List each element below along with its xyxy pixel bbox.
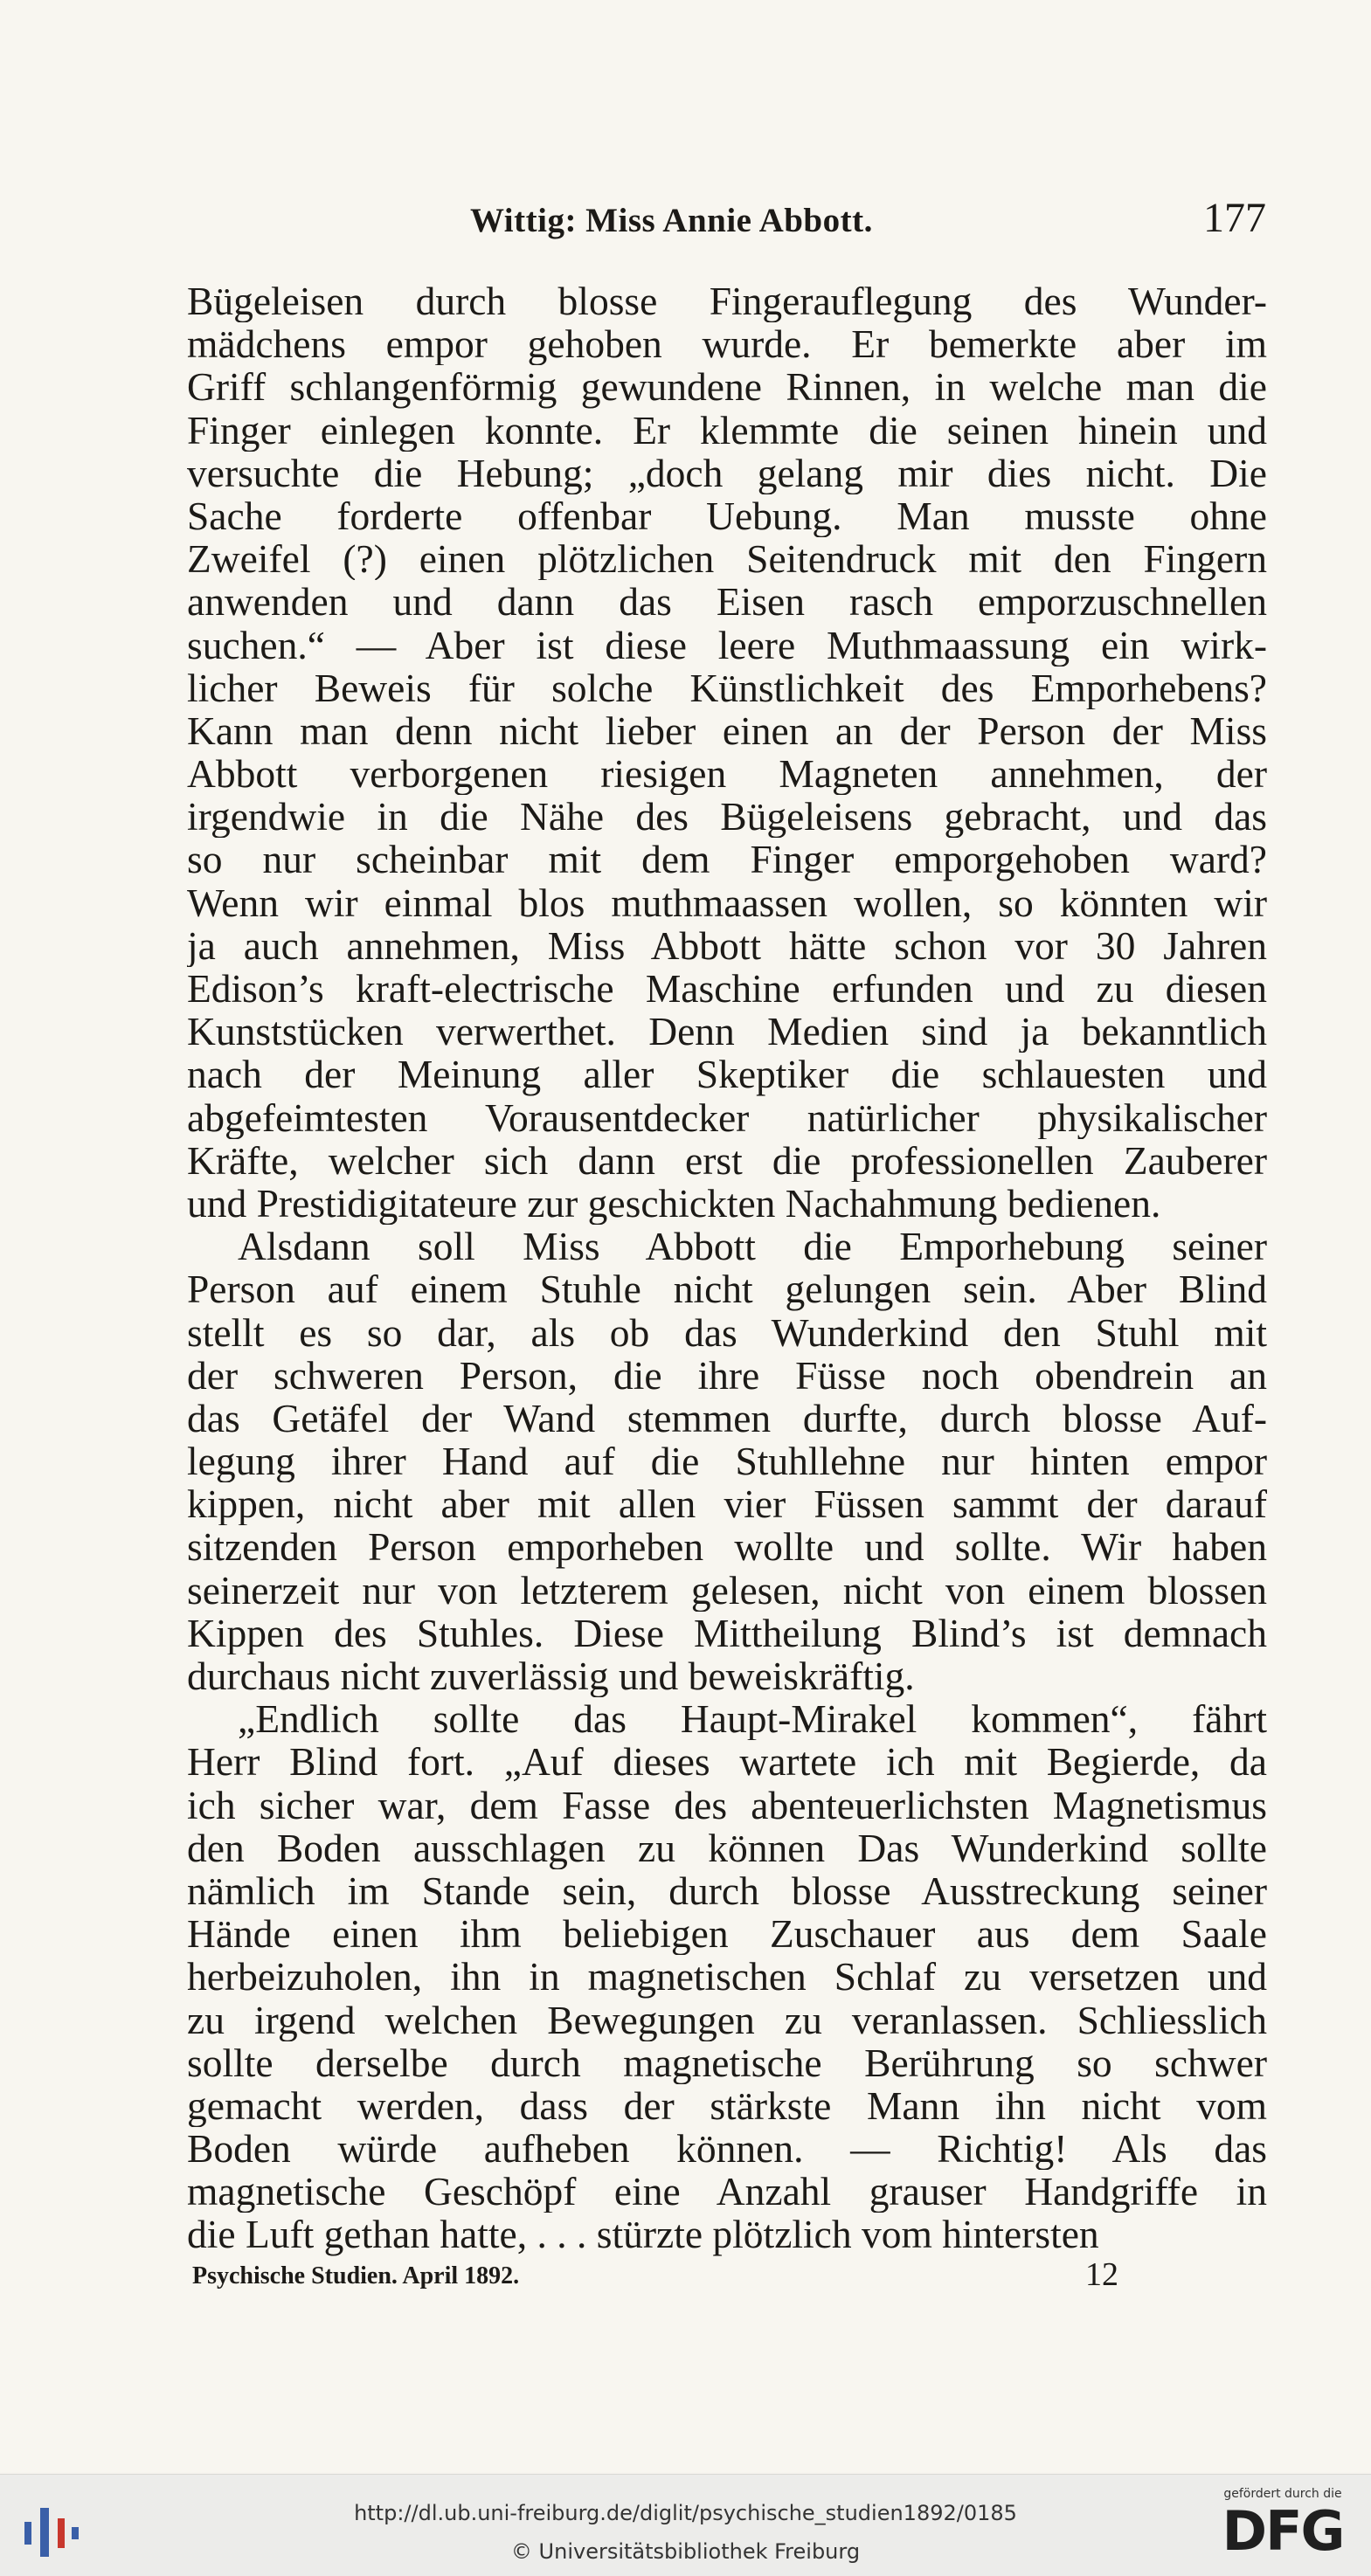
text-line: anwenden und dann das Eisen rasch emporzuschnellen (187, 580, 1267, 624)
text-line: sitzenden Person emporheben wollte und sollte. Wir haben (187, 1525, 1267, 1569)
text-line: abgefeimtesten Vorausentdecker natürlicher physikalischer (187, 1095, 1267, 1139)
text-line: Herr Blind fort. „Auf dieses wartete ich mit Begierde, da (187, 1740, 1267, 1784)
text-line: kippen, nicht aber mit allen vier Füssen sammt der darauf (187, 1482, 1267, 1526)
text-line: das Getäfel der Wand stemmen durfte, durch blosse Auf- (187, 1396, 1267, 1440)
text-line: Kippen des Stuhles. Diese Mittheilung Blind’s ist demnach (187, 1611, 1267, 1654)
text-line: gemacht werden, dass der stärkste Mann ihn nicht vom (187, 2083, 1267, 2128)
text-line: so nur scheinbar mit dem Finger emporgehoben ward? (187, 838, 1267, 881)
text-line: Kann man denn nicht lieber einen an der Person der Miss (187, 708, 1267, 753)
text-line: nämlich im Stande sein, durch blosse Ausstreckung seiner (187, 1868, 1267, 1913)
text-line: Kunststücken verwerthet. Denn Medien sind ja bekanntlich (187, 1010, 1267, 1053)
text-line: seinerzeit nur von letzterem gelesen, nicht von einem blossen (187, 1568, 1267, 1612)
dfg-caption: gefördert durch die (1223, 2487, 1342, 2501)
text-line: Hände einen ihm beliebigen Zuschauer aus dem Saale (187, 1912, 1267, 1956)
dfg-logo-icon[interactable] (1208, 2483, 1357, 2571)
text-line: magnetische Geschöpf eine Anzahl grauser Handgriffe in (187, 2170, 1267, 2213)
page-number: 177 (1203, 195, 1266, 241)
text-line: durchaus nicht zuverlässig und beweiskräftig. (187, 1654, 915, 1698)
text-line: ich sicher war, dem Fasse des abenteuerlichsten Magnetismus (187, 1783, 1267, 1827)
text-line: stellt es so dar, als ob das Wunderkind den Stuhl mit (187, 1310, 1267, 1354)
text-line: Kräfte, welcher sich dann erst die professionellen Zauberer (187, 1138, 1267, 1182)
copyright-notice: © Universitätsbibliothek Freiburg (510, 2539, 861, 2564)
text-line: Abbott verborgenen riesigen Magneten annehmen, der (187, 752, 1267, 796)
text-line: Bügeleisen durch blosse Fingerauflegung des Wunder- (187, 280, 1267, 323)
text-line: Zweifel (?) einen plötzlichen Seitendruck mit den Fingern (187, 537, 1267, 581)
text-line: zu irgend welchen Bewegungen zu veranlassen. Schliesslich (187, 1998, 1267, 2041)
text-line: legung ihrer Hand auf die Stuhllehne nur hinten empor (187, 1440, 1267, 1483)
journal-footer: Psychische Studien. April 1892. (192, 2262, 520, 2289)
sheet-signature: 12 (1085, 2256, 1118, 2293)
text-line: herbeizuholen, ihn in magnetischen Schlaf zu versetzen und (187, 1955, 1267, 1999)
text-line: die Luft gethan hatte, . . . stürzte plötzlich vom hintersten (187, 2213, 1099, 2256)
text-line: „Endlich sollte das Haupt-Mirakel kommen“, fährt (238, 1697, 1267, 1741)
text-line: Wenn wir einmal blos muthmaassen wollen, so könnten wir (187, 881, 1267, 924)
text-line: und Prestidigitateure zur geschickten Nachahmung bedienen. (187, 1181, 1161, 1226)
running-head (470, 194, 1266, 246)
text-line: Edison’s kraft-electrische Maschine erfunden und zu diesen (187, 967, 1267, 1011)
text-line: versuchte die Hebung; „doch gelang mir dies nicht. Die (187, 451, 1267, 494)
dfg-logo-text: DFG (1222, 2499, 1344, 2563)
text-line: Sache forderte offenbar Uebung. Man musste ohne (187, 494, 1267, 538)
text-line: suchen.“ — Aber ist diese leere Muthmaassung ein wirk- (187, 623, 1267, 666)
text-line: Boden würde aufheben können. — Richtig! Als das (187, 2127, 1267, 2171)
permalink-url[interactable]: http://dl.ub.uni-freiburg.de/diglit/psychische_studien1892/0185 (354, 2501, 1017, 2525)
text-line: der schweren Person, die ihre Füsse noch obendrein an (187, 1353, 1267, 1397)
text-line: Alsdann soll Miss Abbott die Emporhebung seiner (238, 1225, 1267, 1268)
running-title: Wittig: Miss Annie Abbott. (470, 202, 873, 239)
text-line: ja auch annehmen, Miss Abbott hätte schon vor 30 Jahren (187, 923, 1267, 967)
viewer-bottom-bar (0, 2474, 1371, 2576)
text-line: den Boden ausschlagen zu können Das Wunderkind sollte (187, 1826, 1267, 1869)
page-footer (192, 2255, 1118, 2299)
text-line: Person auf einem Stuhle nicht gelungen sein. Aber Blind (187, 1267, 1267, 1311)
text-line: mädchens empor gehoben wurde. Er bemerkte aber im (187, 322, 1267, 366)
text-line: nach der Meinung aller Skeptiker die schlauesten und (187, 1053, 1267, 1096)
text-line: licher Beweis für solche Künstlichkeit des Emporhebens? (187, 666, 1267, 709)
text-line: irgendwie in die Nähe des Bügeleisens gebracht, und das (187, 795, 1267, 839)
text-line: Finger einlegen konnte. Er klemmte die seinen hinein und (187, 408, 1267, 452)
body-text (187, 280, 1267, 2256)
text-line: Griff schlangenförmig gewundene Rinnen, in welche man die (187, 365, 1267, 409)
text-line: sollte derselbe durch magnetische Berührung so schwer (187, 2041, 1267, 2084)
